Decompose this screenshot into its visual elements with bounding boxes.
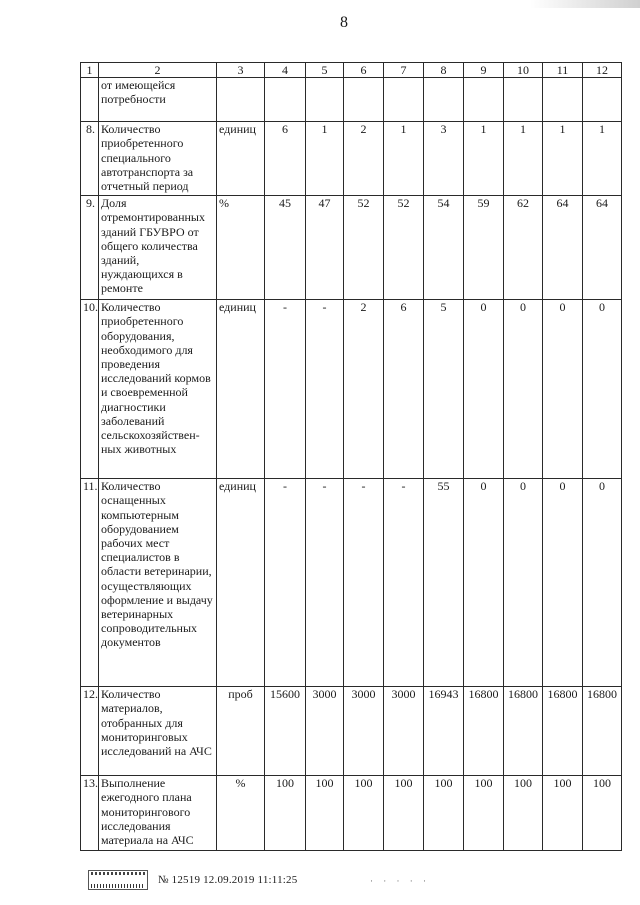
value-cell: 6 [384, 300, 424, 479]
value-cell: - [265, 300, 306, 479]
unit-cell [217, 78, 265, 122]
value-cell: 15600 [265, 687, 306, 776]
unit-cell: % [217, 776, 265, 851]
value-cell [583, 78, 622, 122]
table-row [81, 776, 622, 851]
value-cell: 100 [384, 776, 424, 851]
value-cell: 52 [344, 196, 384, 300]
column-header: 11 [543, 63, 583, 78]
indicators-table [80, 62, 622, 851]
value-cell [265, 78, 306, 122]
value-cell: 100 [265, 776, 306, 851]
column-header: 10 [504, 63, 543, 78]
value-cell: 3 [424, 122, 464, 196]
page-number: 8 [340, 14, 348, 31]
value-cell: - [344, 479, 384, 687]
value-cell: - [306, 479, 344, 687]
value-cell: 100 [464, 776, 504, 851]
value-cell: 0 [583, 479, 622, 687]
value-cell: 5 [424, 300, 464, 479]
column-header: 12 [583, 63, 622, 78]
value-cell: 0 [504, 479, 543, 687]
indicator-name: Количество приобретенного оборудования, необходимого для проведения исследований кормов и своевременной диагностики заболеваний сельскохозяйствен-ных животных [99, 300, 217, 479]
value-cell [306, 78, 344, 122]
value-cell: 100 [583, 776, 622, 851]
unit-cell: % [217, 196, 265, 300]
value-cell: - [306, 300, 344, 479]
scan-edge-mark [530, 0, 640, 8]
value-cell: 3000 [344, 687, 384, 776]
column-header: 3 [217, 63, 265, 78]
value-cell: 62 [504, 196, 543, 300]
table-row [81, 687, 622, 776]
value-cell [424, 78, 464, 122]
value-cell: 0 [543, 479, 583, 687]
value-cell: 16800 [543, 687, 583, 776]
indicator-name: Количество приобретенного специального автотранспорта за отчетный период [99, 122, 217, 196]
unit-cell: проб [217, 687, 265, 776]
value-cell: 16800 [504, 687, 543, 776]
value-cell: 0 [464, 479, 504, 687]
value-cell: 0 [583, 300, 622, 479]
row-number [81, 78, 99, 122]
scan-noise: · · · · · [370, 876, 430, 886]
value-cell: 3000 [384, 687, 424, 776]
value-cell [543, 78, 583, 122]
value-cell: 2 [344, 122, 384, 196]
table-row [81, 300, 622, 479]
value-cell: 100 [543, 776, 583, 851]
value-cell [344, 78, 384, 122]
value-cell: 64 [583, 196, 622, 300]
value-cell: 100 [424, 776, 464, 851]
value-cell: 16800 [464, 687, 504, 776]
value-cell: 1 [543, 122, 583, 196]
row-number: 9. [81, 196, 99, 300]
column-header: 7 [384, 63, 424, 78]
value-cell: - [384, 479, 424, 687]
indicator-name: от имеющейся потребности [99, 78, 217, 122]
column-header: 2 [99, 63, 217, 78]
registration-stamp-text: № 12519 12.09.2019 11:11:25 [158, 874, 298, 886]
unit-cell: единиц [217, 122, 265, 196]
column-header: 9 [464, 63, 504, 78]
value-cell: 100 [306, 776, 344, 851]
table-row [81, 196, 622, 300]
indicator-name: Количество материалов, отобранных для мониторинговых исследований на АЧС [99, 687, 217, 776]
column-header: 8 [424, 63, 464, 78]
row-number: 11. [81, 479, 99, 687]
value-cell: 1 [306, 122, 344, 196]
barcode-stamp-icon [88, 870, 148, 890]
value-cell: 0 [504, 300, 543, 479]
value-cell: 64 [543, 196, 583, 300]
column-header: 5 [306, 63, 344, 78]
unit-cell: единиц [217, 479, 265, 687]
table-row [81, 78, 622, 122]
header-row [81, 63, 622, 78]
value-cell [384, 78, 424, 122]
value-cell: 1 [504, 122, 543, 196]
value-cell: 100 [344, 776, 384, 851]
document-footer [88, 870, 297, 890]
value-cell [504, 78, 543, 122]
row-number: 13. [81, 776, 99, 851]
row-number: 8. [81, 122, 99, 196]
value-cell: 54 [424, 196, 464, 300]
value-cell: 0 [543, 300, 583, 479]
indicator-name: Доля отремонтированных зданий ГБУВРО от общего количества зданий, нуждающихся в ремонте [99, 196, 217, 300]
table-row [81, 122, 622, 196]
indicator-name: Количество оснащенных компьютерным оборудованием рабочих мест специалистов в области ветеринарии, осуществляющих оформление и выдачу ветеринарных сопроводительных документов [99, 479, 217, 687]
table-row [81, 479, 622, 687]
column-header: 6 [344, 63, 384, 78]
value-cell: 45 [265, 196, 306, 300]
row-number: 10. [81, 300, 99, 479]
value-cell [464, 78, 504, 122]
value-cell: 1 [583, 122, 622, 196]
value-cell: 52 [384, 196, 424, 300]
value-cell: 16943 [424, 687, 464, 776]
row-number: 12. [81, 687, 99, 776]
indicator-name: Выполнение ежегодного плана мониторингового исследования материала на АЧС [99, 776, 217, 851]
unit-cell: единиц [217, 300, 265, 479]
value-cell: 0 [464, 300, 504, 479]
value-cell: 6 [265, 122, 306, 196]
column-header: 4 [265, 63, 306, 78]
value-cell: 47 [306, 196, 344, 300]
value-cell: - [265, 479, 306, 687]
value-cell: 2 [344, 300, 384, 479]
value-cell: 16800 [583, 687, 622, 776]
value-cell: 1 [464, 122, 504, 196]
value-cell: 59 [464, 196, 504, 300]
value-cell: 1 [384, 122, 424, 196]
value-cell: 100 [504, 776, 543, 851]
value-cell: 3000 [306, 687, 344, 776]
column-header: 1 [81, 63, 99, 78]
value-cell: 55 [424, 479, 464, 687]
